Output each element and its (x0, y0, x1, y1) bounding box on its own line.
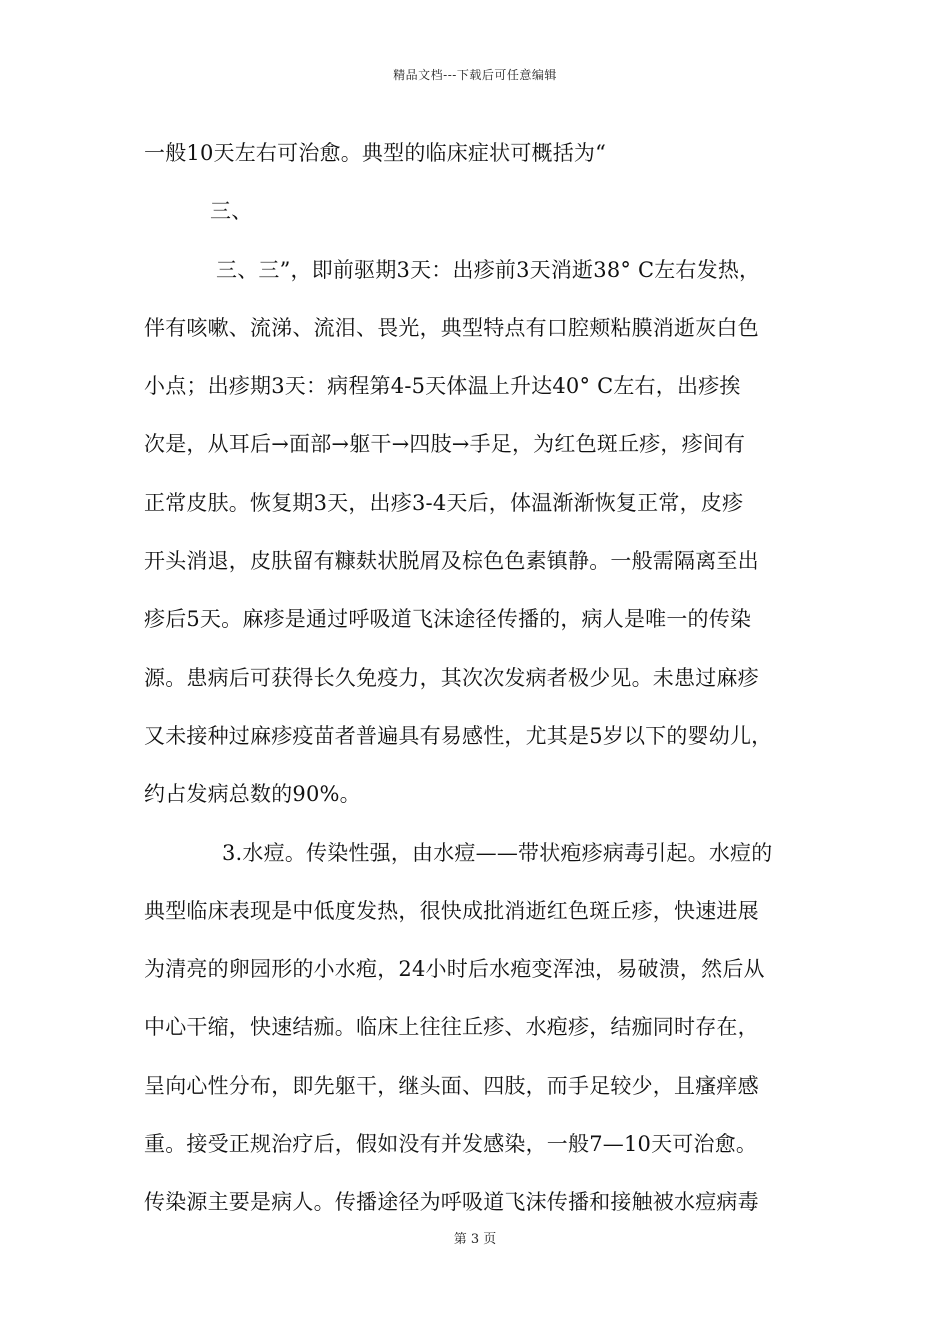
paragraph-line: 小点；出疹期3天：病程第4-5天体温上升达40° C左右，出疹挨 (144, 374, 741, 399)
paragraph-line: 典型临床表现是中低度发热，很快成批消逝红色斑丘疹，快速进展 (144, 898, 759, 923)
paragraph-line: 3.水痘。传染性强，由水痘——带状疱疹病毒引起。水痘的 (222, 840, 773, 865)
paragraph-line: 源。患病后可获得长久免疫力，其次次发病者极少见。未患过麻疹 (144, 665, 759, 690)
paragraph-line: 重。接受正规治疗后，假如没有并发感染，一般7—10天可治愈。 (144, 1132, 758, 1157)
paragraph-line: 三、三”，即前驱期3天：出疹前3天消逝38° C左右发热， (216, 257, 761, 282)
paragraph-line: 伴有咳嗽、流涕、流泪、畏光，典型特点有口腔颊粘膜消逝灰白色 (144, 315, 759, 340)
paragraph-line: 开头消退，皮肤留有糠麸状脱屑及棕色色素镇静。一般需隔离至出 (144, 549, 759, 574)
paragraph-line: 中心干缩，快速结痂。临床上往往丘疹、水疱疹，结痂同时存在， (144, 1015, 759, 1040)
paragraph-line: 一般10天左右可治愈。典型的临床症状可概括为“ (144, 141, 607, 165)
document-body (144, 133, 814, 1241)
page-header: 精品文档---下载后可任意编辑 (393, 68, 557, 82)
paragraph-line: 传染源主要是病人。传播途径为呼吸道飞沫传播和接触被水痘病毒 (144, 1190, 759, 1215)
paragraph-line: 约占发病总数的90%。 (144, 782, 361, 807)
paragraph-line: 呈向心性分布，即先躯干，继头面、四肢，而手足较少，且瘙痒感 (144, 1073, 759, 1098)
paragraph-line: 疹后5天。麻疹是通过呼吸道飞沫途径传播的，病人是唯一的传染 (144, 607, 752, 632)
page-number: 第 3 页 (453, 1232, 497, 1247)
paragraph-line: 次是，从耳后→面部→躯干→四肢→手足，为红色斑丘疹，疹间有 (144, 432, 746, 457)
paragraph-line: 正常皮肤。恢复期3天，出疹3-4天后，体温渐渐恢复正常，皮疹 (144, 490, 744, 515)
section-heading: 三、 (210, 199, 253, 224)
paragraph-line: 为清亮的卵园形的小水疱，24小时后水疱变浑浊，易破溃，然后从 (144, 957, 765, 982)
paragraph-line: 又未接种过麻疹疫苗者普遍具有易感性，尤其是5岁以下的婴幼儿， (144, 723, 773, 748)
